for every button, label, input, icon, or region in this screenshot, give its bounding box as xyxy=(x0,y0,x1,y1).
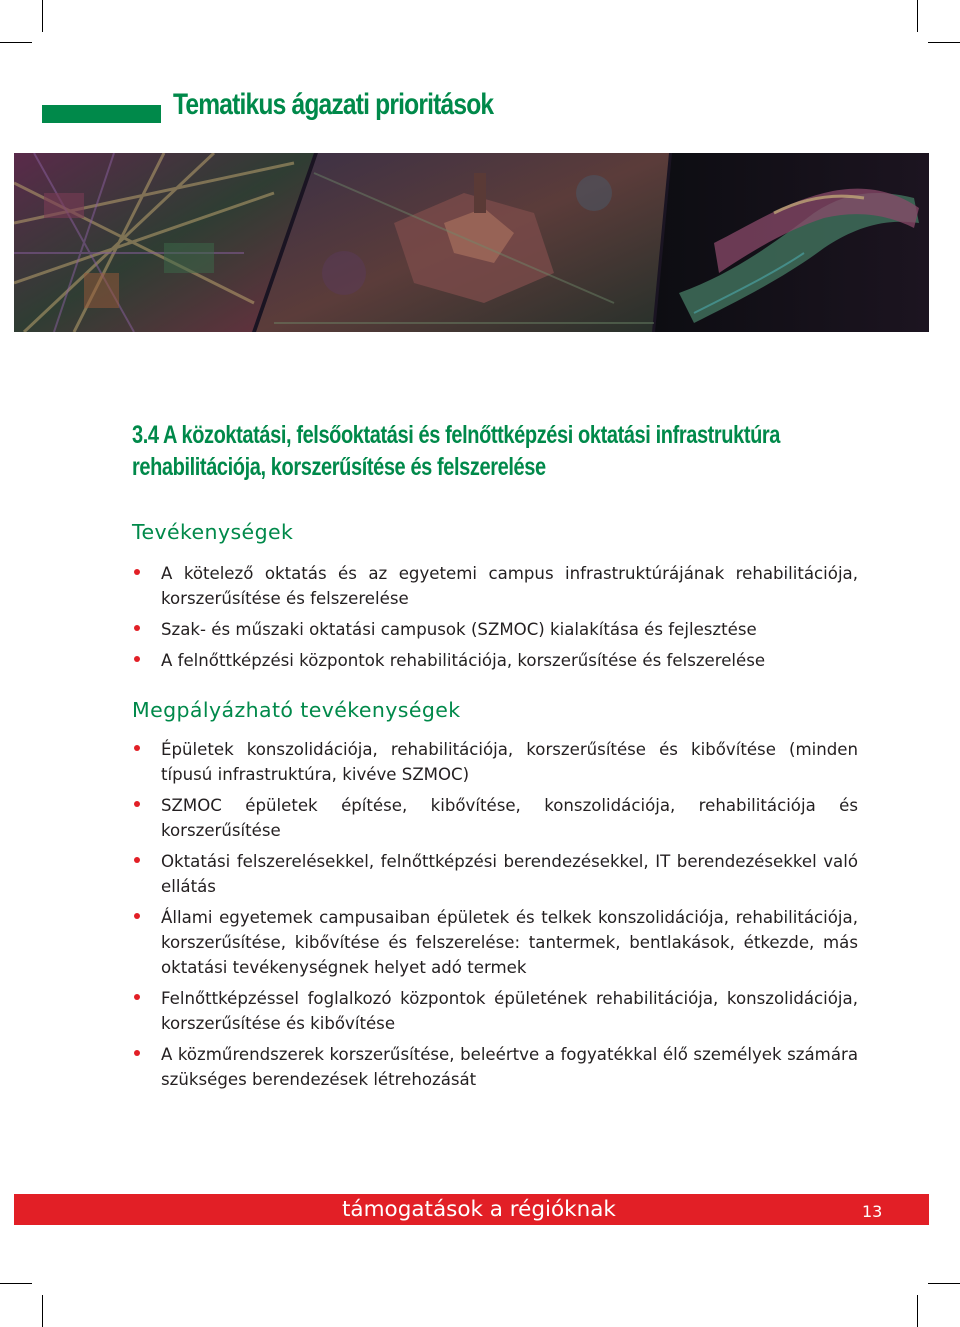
crop-mark xyxy=(928,1283,960,1284)
section-title-line: rehabilitációja, korszerűsítése és felszerelése xyxy=(132,453,546,481)
list-item: Szak- és műszaki oktatási campusok (SZMOC) kialakítása és fejlesztése xyxy=(132,617,858,642)
list-item: A felnőttképzési központok rehabilitációja, korszerűsítése és felszerelése xyxy=(132,648,858,673)
crop-mark xyxy=(917,0,918,32)
crop-mark xyxy=(42,1295,43,1327)
section-title-line: 3.4 A közoktatási, felsőoktatási és felnőttképzési oktatási infrastruktúra xyxy=(132,421,781,449)
page-title: Tematikus ágazati prioritások xyxy=(173,88,494,121)
activities-heading: Tevékenységek xyxy=(132,520,294,544)
crop-mark xyxy=(0,42,32,43)
hands-photo xyxy=(655,153,929,332)
list-item: Felnőttképzéssel foglalkozó központok épületének rehabilitációja, konszolidációja, korszerűsítése és kibővítése xyxy=(132,986,858,1036)
list-item: Oktatási felszerelésekkel, felnőttképzési berendezésekkel, IT berendezésekkel való ellátás xyxy=(132,849,858,899)
activities-list xyxy=(132,561,858,673)
castle-aerial-photo xyxy=(256,153,669,332)
section-title xyxy=(132,419,781,483)
header-accent-bar xyxy=(42,105,161,123)
photo-strip xyxy=(14,153,929,332)
list-item: A közműrendszerek korszerűsítése, beleértve a fogyatékkal élő személyek számára szükséges berendezések létrehozását xyxy=(132,1042,858,1092)
list-item: Épületek konszolidációja, rehabilitációja, korszerűsítése és kibővítése (minden típusú infrastruktúra, kivéve SZMOC) xyxy=(132,737,858,787)
list-item: A kötelező oktatás és az egyetemi campus infrastruktúrájának rehabilitációja, korszerűsítése és felszerelése xyxy=(132,561,858,611)
crop-mark xyxy=(917,1295,918,1327)
crop-mark xyxy=(928,42,960,43)
list-item: SZMOC épületek építése, kibővítése, konszolidációja, rehabilitációja és korszerűsítése xyxy=(132,793,858,843)
crop-mark xyxy=(0,1283,32,1284)
eligible-list xyxy=(132,737,858,1092)
list-item: Állami egyetemek campusaiban épületek és telkek konszolidációja, rehabilitációja, korszerűsítése, kibővítése és felszerelése: tantermek, bentlakások, étkezde, más oktatási tevékenységnek helyet adó termek xyxy=(132,905,858,980)
footer-text: támogatások a régióknak xyxy=(342,1197,616,1222)
crop-mark xyxy=(42,0,43,32)
page-number: 13 xyxy=(862,1202,883,1221)
eligible-heading: Megpályázható tevékenységek xyxy=(132,698,461,722)
